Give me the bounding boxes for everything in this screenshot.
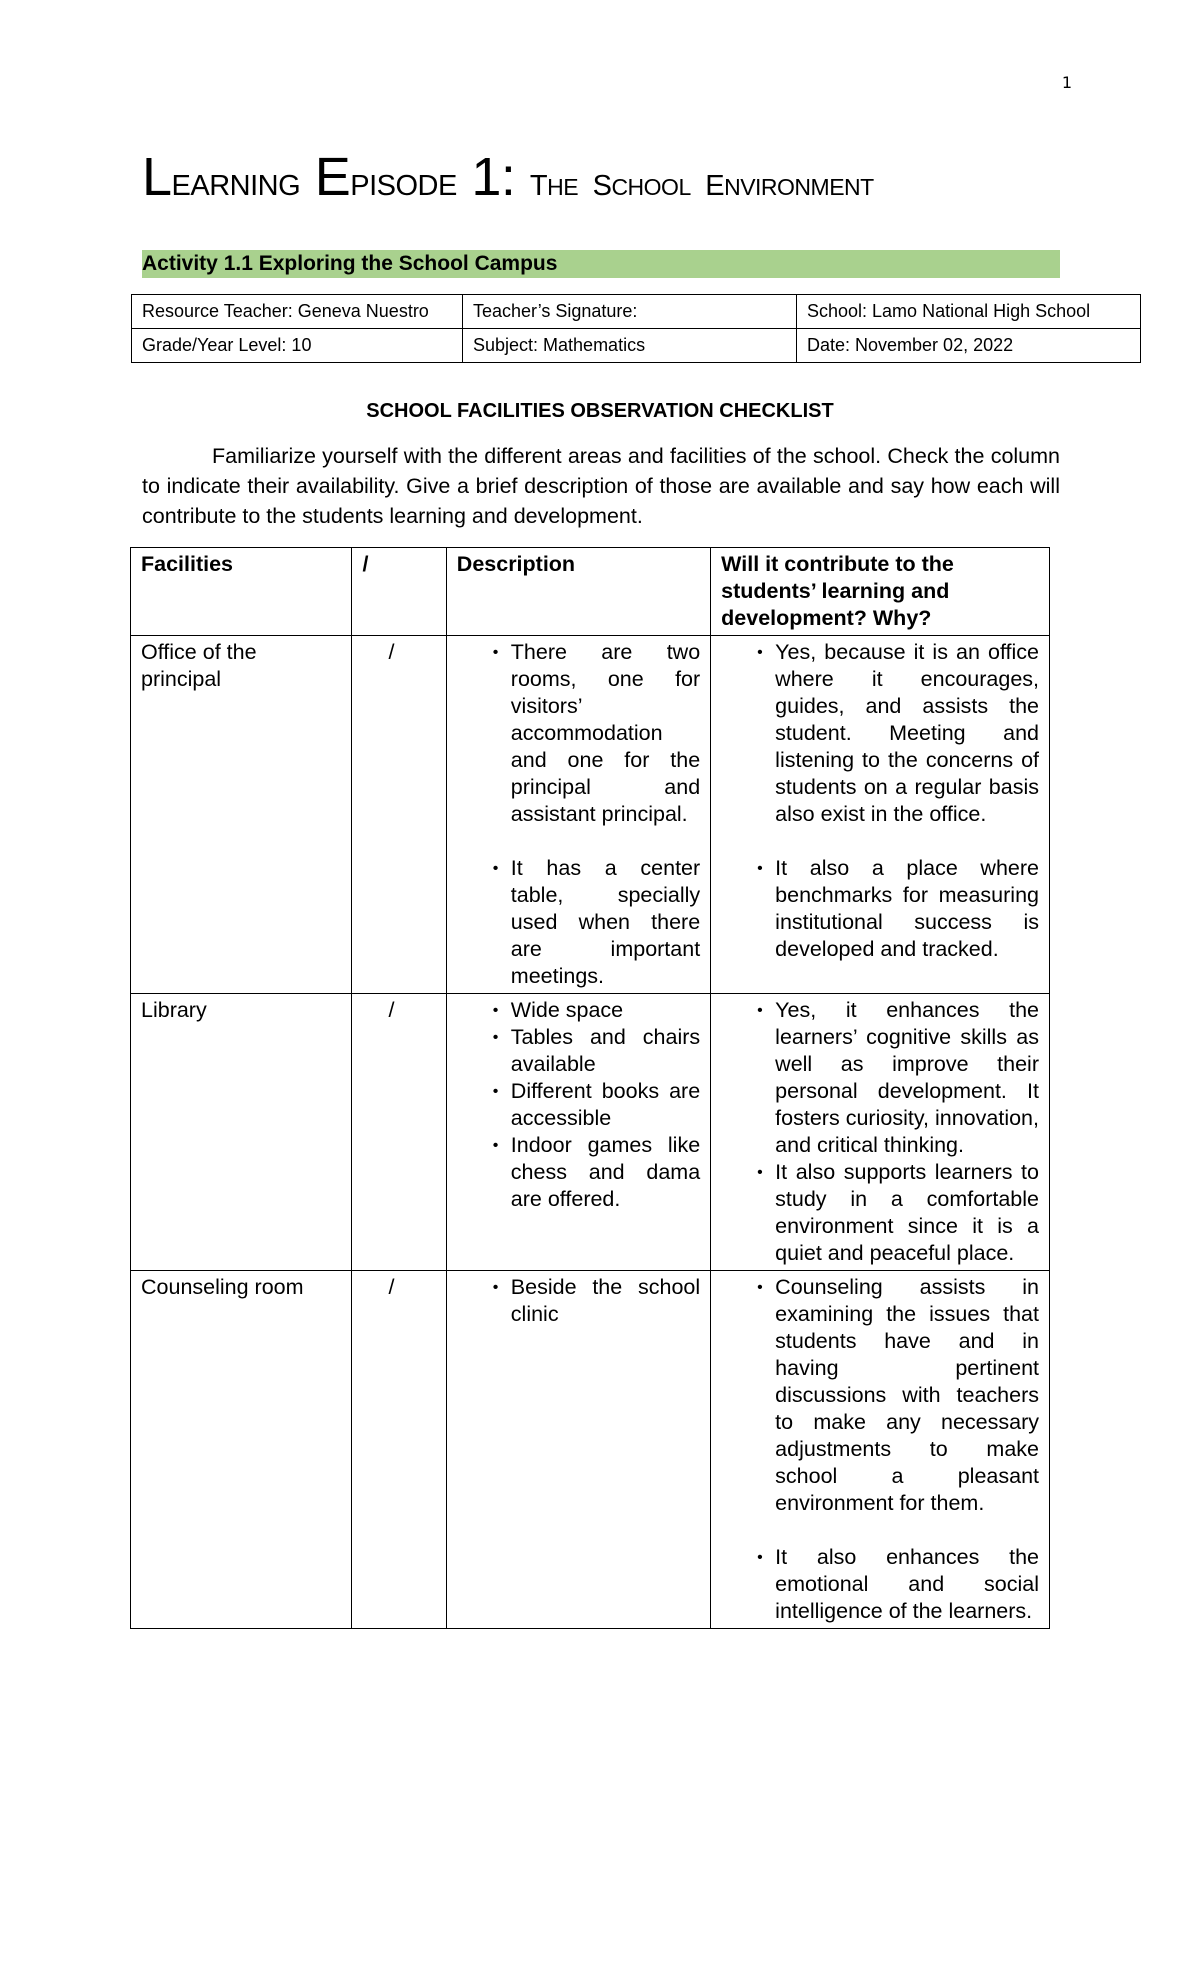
list-item [457, 997, 700, 1024]
description-text: Indoor games like chess and dama are offered. [510, 1133, 701, 1211]
list-item [457, 1274, 700, 1328]
date-cell: Date: November 02, 2022 [797, 329, 1141, 363]
description-text: Different books are accessible [510, 1079, 701, 1130]
description-text: Tables and chairs available [510, 1025, 701, 1076]
list-item [721, 855, 1039, 963]
bullet-icon: • [492, 1029, 499, 1046]
page-number: 1 [1061, 73, 1072, 92]
bullet-icon: • [492, 1137, 499, 1154]
list-item [721, 1274, 1039, 1517]
title-cap-e: E [314, 147, 351, 207]
availability-check: / [352, 994, 446, 1271]
bullet-icon: • [492, 644, 499, 661]
bullet-icon: • [492, 1002, 499, 1019]
bullet-icon: • [757, 1002, 763, 1019]
checklist-title: SCHOOL FACILITIES OBSERVATION CHECKLIST [366, 400, 834, 422]
bullet-icon: • [757, 644, 763, 661]
title-rest-school: CHOOL [611, 174, 691, 200]
list-item [721, 997, 1039, 1159]
facility-name: Office of the principal [131, 636, 352, 994]
bullet-icon: • [757, 1164, 763, 1181]
table-row [131, 636, 1050, 994]
header-contribute: Will it contribute to the students’ learning and development? Why? [711, 548, 1050, 636]
bullet-icon: • [757, 1279, 763, 1296]
page-title [142, 146, 1082, 208]
description-text: Beside the school clinic [510, 1275, 701, 1326]
list-item [721, 1544, 1039, 1625]
contribution-cell [711, 994, 1050, 1271]
list-item [457, 1024, 700, 1078]
info-table [131, 294, 1141, 363]
info-row [132, 329, 1141, 363]
description-text: Wide space [510, 998, 624, 1022]
title-number: 1: [471, 147, 516, 207]
bullet-icon: • [492, 860, 499, 877]
title-rest-the: HE [547, 174, 579, 200]
list-item [457, 1132, 700, 1213]
table-row [131, 1271, 1050, 1629]
table-header-row [131, 548, 1050, 636]
bullet-icon: • [492, 1279, 499, 1296]
description-text: It has a center table, specially used when there are important meetings. [510, 856, 701, 988]
contribution-text: It also enhances the emotional and social intelligence of the learners. [775, 1545, 1039, 1623]
contribution-cell [711, 1271, 1050, 1629]
contribution-cell [711, 636, 1050, 994]
bullet-icon: • [492, 1083, 499, 1100]
header-description: Description [446, 548, 710, 636]
list-item [457, 639, 700, 828]
availability-check: / [352, 1271, 446, 1629]
school-cell: School: Lamo National High School [797, 295, 1141, 329]
description-cell [446, 1271, 710, 1629]
title-cap-s: S [592, 170, 612, 202]
bullet-icon: • [757, 860, 763, 877]
table-row [131, 994, 1050, 1271]
contribution-text: Yes, because it is an office where it encourages, guides, and assists the student. Meeting and listening to the concerns of students on a regular basis also exist in the office. [775, 640, 1039, 826]
list-item [721, 639, 1039, 828]
header-check: / [352, 548, 446, 636]
title-cap-e2: E [705, 170, 725, 202]
title-rest-episode: PISODE [350, 170, 457, 202]
title-cap-t: T [529, 170, 548, 202]
activity-heading: Activity 1.1 Exploring the School Campus [142, 250, 1060, 278]
list-item [721, 1159, 1039, 1267]
list-item [457, 855, 700, 990]
contribution-text: Counseling assists in examining the issues that students have and in having pertinent discussions with teachers to make any necessary adjustments to make school a pleasant environment for them. [775, 1275, 1039, 1515]
list-item [457, 1078, 700, 1132]
facility-name: Library [131, 994, 352, 1271]
title-rest-environment: NVIRONMENT [724, 174, 874, 200]
availability-check: / [352, 636, 446, 994]
contribution-text: It also supports learners to study in a comfortable environment since it is a quiet and peaceful place. [775, 1160, 1039, 1265]
description-cell [446, 636, 710, 994]
signature-cell: Teacher’s Signature: [463, 295, 797, 329]
title-cap-l: L [142, 147, 172, 207]
title-rest-learning: EARNING [171, 170, 301, 202]
facility-name: Counseling room [131, 1271, 352, 1629]
header-facilities: Facilities [131, 548, 352, 636]
grade-cell: Grade/Year Level: 10 [132, 329, 463, 363]
contribution-text: Yes, it enhances the learners’ cognitive skills as well as improve their personal development. It fosters curiosity, innovation, and critical thinking. [775, 998, 1039, 1157]
description-text: There are two rooms, one for visitors’ accommodation and one for the principal and assistant principal. [510, 640, 701, 826]
info-row [132, 295, 1141, 329]
facilities-table [130, 547, 1050, 1629]
bullet-icon: • [757, 1549, 763, 1566]
subject-cell: Subject: Mathematics [463, 329, 797, 363]
description-cell [446, 994, 710, 1271]
contribution-text: It also a place where benchmarks for measuring institutional success is developed and tracked. [775, 856, 1039, 961]
intro-paragraph: Familiarize yourself with the different areas and facilities of the school. Check the column to indicate their availability. Give a brief description of those are available and say how each will contribute to the students learning and development. [142, 444, 1060, 528]
resource-teacher-cell: Resource Teacher: Geneva Nuestro [132, 295, 463, 329]
